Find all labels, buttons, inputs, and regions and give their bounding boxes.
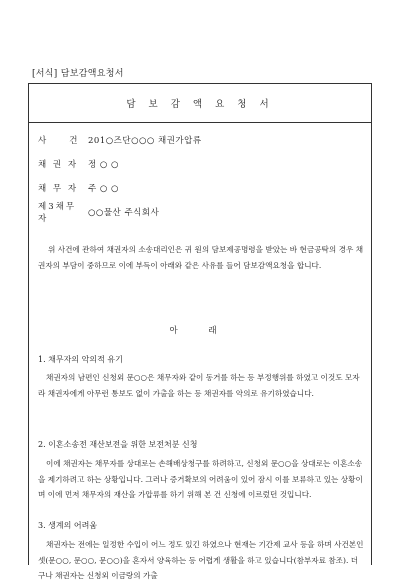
field-case [38, 128, 368, 152]
section-heading: 아 래 [169, 326, 231, 336]
section-2-body: 이에 채권자는 채무자를 상대로는 손해배상청구를 하려하고, 신청외 문○○을 상대로는 이혼소송을 제기하려고 하는 상황입니다. 그러나 증거확보의 어려움이 있어 잠시 이를 보류하고 있는 상황이며 이에 먼저 채무자의 재산을 가압류를 하기 위해 본 건 신청에 이르렀던 것입니다. [38, 459, 363, 499]
case-fields [38, 128, 368, 224]
field-label: 제3채무자 [38, 202, 77, 224]
document-title: 담 보 감 액 요 청 서 [126, 99, 274, 110]
field-value: 201○즈단○○○ 채권가압류 [88, 136, 202, 146]
field-value: ○○물산 주식회사 [88, 208, 160, 218]
section-1-title: 1. 채무자의 악의적 유기 [38, 355, 123, 364]
field-creditor [38, 152, 368, 176]
field-label: 채 무 자 [38, 184, 79, 194]
section-3-title: 3. 생계의 어려움 [38, 521, 98, 530]
title-row [29, 84, 371, 123]
field-label: 채 권 자 [38, 160, 79, 170]
field-label: 사 건 [38, 136, 80, 146]
section-2-title: 2. 이혼소송전 재산보전을 위한 보전처분 신청 [38, 440, 198, 449]
section-3-body: 채권자는 전에는 일정한 수입이 어느 정도 있긴 하였으나 현재는 기간제 교사 등을 하며 사건본인 셋(문○○, 문○○, 문○○)을 혼자서 양육하는 등 어렵게 생활을 하고 있습니다(참부자료 참조). 더구나 채권자는 신청외 이금랑의 가출 [38, 540, 364, 580]
field-value: 정 ○ ○ [88, 160, 119, 170]
section-1-body: 채권자의 남편인 신청외 문○○은 채무자와 같이 동거를 하는 등 부정행위를 하였고 이것도 모자라 채권자에게 아무런 통보도 없이 가출을 하는 등 채권자를 악의로 유기하였습니다. [38, 373, 360, 398]
field-debtor [38, 176, 368, 200]
field-third-debtor [38, 200, 368, 224]
form-label: [서식] 담보감액요청서 [32, 69, 124, 79]
intro-paragraph: 위 사건에 관하여 채권자의 소송대리인은 귀 원의 담보제공명령을 받았는 바 현금공탁의 경우 채권자의 부담이 중하므로 이에 부득이 아래와 같은 사유를 들어 담보감액요청을 합니다. [38, 245, 364, 270]
document-frame [28, 83, 372, 580]
field-value: 주 ○ ○ [88, 184, 119, 194]
